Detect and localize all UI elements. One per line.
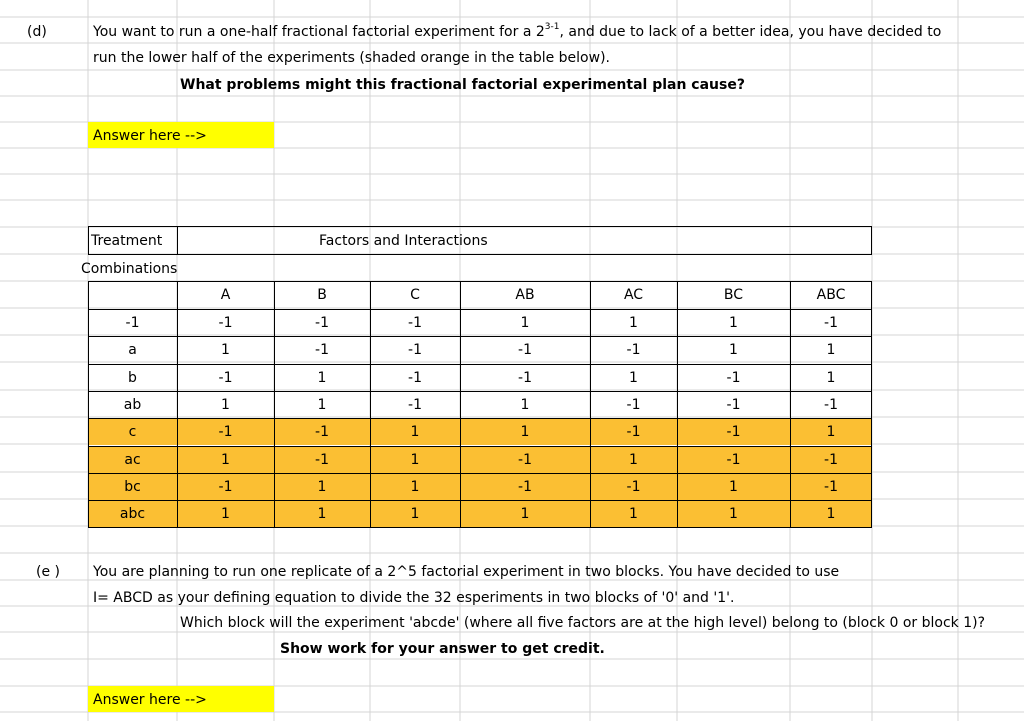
table-cell: -1 — [218, 315, 233, 331]
part-d-question: What problems might this fractional factorial experimental plan cause? — [180, 77, 745, 93]
table-cell: -1 — [518, 369, 532, 386]
row-divider — [88, 527, 872, 528]
treatment-combination-c: c — [128, 424, 137, 441]
part-e-line1: You are planning to run one replicate of a 2^5 factorial experiment in two blocks. You have decided to use — [93, 564, 840, 580]
table-cell: -1 — [726, 424, 741, 441]
treatment-combination-bc: bc — [124, 478, 141, 495]
table-cell: -1 — [315, 424, 329, 441]
table-cell: 1 — [317, 506, 327, 523]
table-cell: -1 — [824, 478, 838, 495]
table-cell: 1 — [317, 369, 327, 386]
table-cell: 1 — [629, 369, 638, 386]
table-cell: -1 — [518, 342, 532, 359]
treatment-combination-ac: ac — [124, 451, 141, 468]
treatment-header: Treatment — [91, 233, 163, 249]
table-cell: -1 — [626, 342, 641, 359]
column-header-a: A — [220, 287, 231, 303]
treatment-combination-a: a — [128, 342, 137, 359]
row-divider — [88, 336, 872, 337]
table-cell: -1 — [726, 451, 741, 468]
table-cell: 1 — [410, 424, 420, 441]
treatment-combination-ab: ab — [123, 396, 142, 413]
factors-header: Factors and Interactions — [319, 233, 488, 249]
part-d-label: (d) — [27, 24, 47, 40]
table-cell: -1 — [218, 369, 233, 386]
combinations-header: Combinations — [81, 261, 178, 277]
table-cell: -1 — [518, 451, 532, 468]
table-cell: 1 — [729, 342, 738, 359]
table-cell: 1 — [826, 369, 836, 386]
treatment-combination--1: -1 — [125, 315, 140, 331]
part-d-line1: You want to run a one-half fractional factorial experiment for a 2$^{3-1}$, and due to lack of a better idea, you have decided to — [93, 22, 942, 40]
answer-prompt-e: Answer here --> — [93, 692, 207, 708]
table-cell: 1 — [317, 478, 327, 495]
table-cell: 1 — [221, 342, 230, 359]
row-divider — [88, 391, 872, 392]
table-cell: 1 — [826, 506, 836, 523]
table-cell: -1 — [626, 424, 641, 441]
table-cell: -1 — [315, 451, 329, 468]
table-cell: -1 — [824, 315, 838, 331]
table-cell: 1 — [410, 506, 420, 523]
table-cell: -1 — [408, 342, 422, 359]
table-cell: -1 — [824, 451, 838, 468]
table-cell: 1 — [826, 342, 836, 359]
table-cell: -1 — [408, 396, 422, 413]
table-cell: 1 — [729, 506, 738, 523]
part-d-line2: run the lower half of the experiments (shaded orange in the table below). — [93, 50, 610, 66]
table-cell: -1 — [218, 478, 233, 495]
table-cell: 1 — [729, 478, 738, 495]
column-header-abc: ABC — [816, 287, 846, 303]
factors-header-box — [177, 226, 872, 255]
table-cell: 1 — [520, 315, 530, 331]
table-cell: 1 — [629, 315, 638, 331]
table-cell: 1 — [221, 396, 230, 413]
column-header-b: B — [317, 287, 327, 303]
part-e-line2: I= ABCD as your defining equation to divide the 32 esperiments in two blocks of '0' and '1'. — [93, 590, 735, 606]
table-cell: -1 — [726, 369, 741, 386]
part-e-question: Which block will the experiment 'abcde' (where all five factors are at the high level) belong to (block 0 or block 1)? — [180, 615, 985, 631]
row-divider — [88, 418, 872, 419]
treatment-combination-b: b — [128, 369, 137, 386]
column-header-bc: BC — [723, 287, 744, 303]
table-cell: 1 — [221, 506, 230, 523]
row-divider — [88, 446, 872, 447]
answer-prompt-d: Answer here --> — [93, 128, 207, 144]
row-divider — [88, 364, 872, 365]
table-cell: -1 — [408, 369, 422, 386]
table-cell: 1 — [410, 451, 420, 468]
row-divider — [88, 309, 872, 310]
column-header-ab: AB — [515, 287, 535, 303]
table-cell: 1 — [221, 451, 230, 468]
table-cell: -1 — [518, 478, 532, 495]
table-cell: -1 — [626, 396, 641, 413]
table-cell: -1 — [824, 396, 838, 413]
table-cell: 1 — [826, 424, 836, 441]
treatment-combination-abc: abc — [119, 506, 146, 523]
table-cell: 1 — [520, 506, 530, 523]
part-e-label: (e ) — [36, 564, 60, 580]
column-header-c: C — [410, 287, 420, 303]
table-cell: 1 — [520, 396, 530, 413]
row-divider — [88, 500, 872, 501]
table-cell: 1 — [410, 478, 420, 495]
table-cell: 1 — [629, 451, 638, 468]
table-cell: -1 — [218, 424, 233, 441]
row-divider — [88, 473, 872, 474]
part-e-instruction: Show work for your answer to get credit. — [280, 641, 605, 657]
table-cell: -1 — [408, 315, 422, 331]
table-cell: 1 — [317, 396, 327, 413]
table-cell: 1 — [729, 315, 738, 331]
table-cell: -1 — [315, 342, 329, 359]
table-cell: 1 — [520, 424, 530, 441]
column-header-ac: AC — [623, 287, 644, 303]
table-cell: 1 — [629, 506, 638, 523]
table-cell: -1 — [726, 396, 741, 413]
table-cell: -1 — [315, 315, 329, 331]
table-cell: -1 — [626, 478, 641, 495]
